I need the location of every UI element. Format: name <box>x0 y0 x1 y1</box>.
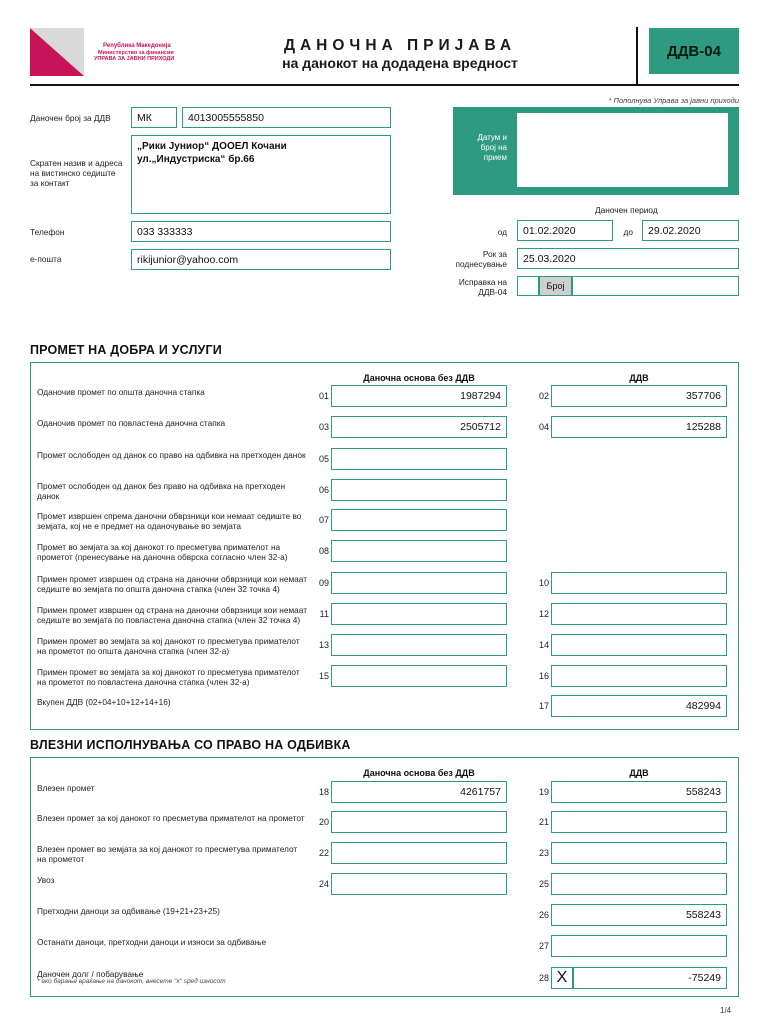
row-label: Оданочив промет по повластена даночна стапка <box>37 418 226 428</box>
period-to-field[interactable] <box>642 220 739 241</box>
tax-base-field[interactable] <box>331 385 507 407</box>
field-number: 27 <box>538 941 549 951</box>
row-label: Оданочив промет по општа даночна стапка <box>37 387 205 397</box>
tax-base-field[interactable] <box>331 842 507 864</box>
section-supplies-col-base: Даночна основа без ДДВ <box>363 373 475 383</box>
section-inputs-title: ВЛЕЗНИ ИСПОЛНУВАЊА СО ПРАВО НА ОДБИВКА <box>30 738 351 752</box>
vat-field[interactable] <box>573 967 727 989</box>
tax-base-field[interactable] <box>331 873 507 895</box>
vat-field[interactable] <box>551 634 727 656</box>
name-line-1: „Рики Јуниор“ ДООЕЛ Кочани <box>137 141 287 152</box>
field-number: 24 <box>318 879 329 889</box>
page-subtitle: на данокот на додадена вредност <box>282 55 518 71</box>
name-address-label: Скратен назив и адреса на вистинско седиште за контакт <box>30 158 123 188</box>
field-number: 02 <box>538 391 549 401</box>
vat-field[interactable] <box>551 811 727 833</box>
vat-field[interactable] <box>551 842 727 864</box>
row-label: Останати даноци, претходни даноци и износи за одбивање <box>37 937 267 947</box>
email-label: е-пошта <box>30 254 62 264</box>
tax-base-field[interactable] <box>331 665 507 687</box>
tax-base-field[interactable] <box>331 572 507 594</box>
row-label: Претходни даноци за одбивање (19+21+23+25) <box>37 906 220 916</box>
row-label: Промет во земјата за кој данокот го пресметува примателот на прометот (пренесување на даночна обврска согласно член 32-а) <box>37 542 288 562</box>
field-number: 06 <box>318 485 329 495</box>
correction-number-tag <box>539 276 572 296</box>
field-number: 28 <box>538 973 549 983</box>
section-supplies-title: ПРОМЕТ НА ДОБРА И УСЛУГИ <box>30 343 222 357</box>
field-number: 05 <box>318 454 329 464</box>
vat-field[interactable] <box>551 665 727 687</box>
field-number: 01 <box>318 391 329 401</box>
tax-base-field[interactable] <box>331 509 507 531</box>
section-inputs-col-base: Даночна основа без ДДВ <box>363 768 475 778</box>
vat-value: -75249 <box>688 972 721 984</box>
field-number: 17 <box>538 701 549 711</box>
row-label: Влезен промет за кој данокот го пресметува примателот на прометот <box>37 813 305 823</box>
receipt-label: Датум и број на прием <box>477 133 507 162</box>
org-line-2: Министерство за финансии <box>98 50 174 56</box>
vat-value: 558243 <box>685 909 721 921</box>
tax-id-label: Даночен број за ДДВ <box>30 113 111 123</box>
field-number: 11 <box>319 609 329 619</box>
phone-label: Телефон <box>30 227 65 237</box>
field-number: 22 <box>318 848 329 858</box>
page-title: ДАНОЧНА ПРИЈАВА <box>283 37 517 54</box>
field-number: 07 <box>318 515 329 525</box>
field-number: 18 <box>318 787 329 797</box>
phone-value: 033 333333 <box>137 225 193 238</box>
tax-base-field[interactable] <box>331 603 507 625</box>
row-label: Влезен промет <box>37 783 95 793</box>
name-line-2: ул.„Индустриска“ бр.66 <box>137 154 255 165</box>
field-number: 13 <box>318 640 329 650</box>
section-inputs-col-vat: ДДВ <box>629 768 649 778</box>
tax-period-label: Даночен период <box>595 205 658 215</box>
field-number: 16 <box>538 671 549 681</box>
tax-id-prefix: МК <box>137 111 152 124</box>
refund-mark: X <box>556 969 568 986</box>
name-address-field[interactable] <box>131 135 391 214</box>
refund-checkbox[interactable] <box>551 967 573 989</box>
field-number: 21 <box>538 817 549 827</box>
vat-value: 357706 <box>685 390 721 402</box>
period-from-value: 01.02.2020 <box>523 224 576 237</box>
row-label: Промет ослободен од данок без право на одбивка на претходен данок <box>37 481 286 501</box>
correction-checkbox[interactable] <box>517 276 539 296</box>
period-to-label: до <box>623 227 633 237</box>
field-number: 12 <box>538 609 549 619</box>
receipt-field[interactable] <box>517 113 728 187</box>
field-number: 15 <box>318 671 329 681</box>
official-use-note: * Пополнува Управа за јавни приходи <box>608 96 739 105</box>
org-line-3: УПРАВА ЗА ЈАВНИ ПРИХОДИ <box>94 56 175 62</box>
row-label: Даночен долг / побарување <box>37 969 144 979</box>
tax-base-field[interactable] <box>331 781 507 803</box>
form-code: ДДВ-04 <box>667 42 721 60</box>
form-code-badge <box>649 28 739 74</box>
tax-base-value: 2505712 <box>460 421 501 433</box>
correction-number-label: Број <box>546 281 565 291</box>
deadline-field[interactable] <box>517 248 739 269</box>
period-to-value: 29.02.2020 <box>648 224 701 237</box>
vat-value: 558243 <box>685 786 721 798</box>
correction-label: Исправка на ДДВ-04 <box>458 277 507 297</box>
deadline-label: Рок за поднесување <box>455 249 507 269</box>
field-number: 25 <box>538 879 549 889</box>
vat-value: 125288 <box>685 421 721 433</box>
tax-base-field[interactable] <box>331 811 507 833</box>
vat-field[interactable] <box>551 572 727 594</box>
field-number: 23 <box>538 848 549 858</box>
phone-field[interactable] <box>131 221 391 242</box>
row-label: Промет извршен спрема даночни обврзници кои немаат седиште во земјата, кој не е предмет на оданочување во земјата <box>37 511 302 531</box>
field-number: 19 <box>538 787 549 797</box>
header-rule <box>30 84 739 86</box>
period-from-field[interactable] <box>517 220 613 241</box>
tax-base-field[interactable] <box>331 634 507 656</box>
row-label: Промет ослободен од данок со право на одбивка на претходен данок <box>37 450 306 460</box>
deadline-value: 25.03.2020 <box>523 252 576 265</box>
tax-base-field[interactable] <box>331 448 507 470</box>
org-line-1: Република Македонија <box>103 43 171 49</box>
section-supplies-col-vat: ДДВ <box>629 373 649 383</box>
row-label: Влезен промет во земјата за кој данокот го пресметува примателот на прометот <box>37 844 298 864</box>
row-label: Вкупен ДДВ (02+04+10+12+14+16) <box>37 697 171 707</box>
vat-field[interactable] <box>551 385 727 407</box>
vat-field[interactable] <box>551 695 727 717</box>
vat-field[interactable] <box>551 416 727 438</box>
field-number: 26 <box>538 910 549 920</box>
field-number: 10 <box>538 578 549 588</box>
header-divider-vertical <box>636 27 638 85</box>
vat-field[interactable] <box>551 904 727 926</box>
correction-number-field[interactable] <box>572 276 739 296</box>
logo <box>30 28 84 76</box>
field-number: 03 <box>318 422 329 432</box>
row-label: Примен промет во земјата за кој данокот го пресметува примателот на прометот по општа даночна стапка (член 32-а) <box>37 636 300 656</box>
vat-field[interactable] <box>551 935 727 957</box>
email-value: rikijunior@yahoo.com <box>137 253 239 266</box>
vat-field[interactable] <box>551 873 727 895</box>
email-field[interactable] <box>131 249 391 270</box>
row-label: Примен промет извршен од страна на даночни обврзници кои немаат седиште во земјата по повластена даночна стапка (член 32 точка 4) <box>37 605 308 625</box>
field-number: 08 <box>318 546 329 556</box>
tax-id-number: 4013005555850 <box>188 111 264 124</box>
tax-base-field[interactable] <box>331 540 507 562</box>
row-label: Увоз <box>37 875 55 885</box>
vat-field[interactable] <box>551 603 727 625</box>
page-number: 1/4 <box>720 1006 732 1015</box>
tax-base-field[interactable] <box>331 416 507 438</box>
field-number: 14 <box>538 640 549 650</box>
tax-base-value: 4261757 <box>460 786 501 798</box>
vat-value: 482994 <box>685 700 721 712</box>
tax-base-field[interactable] <box>331 479 507 501</box>
field-number: 04 <box>538 422 549 432</box>
tax-base-value: 1987294 <box>460 390 501 402</box>
field-number: 09 <box>318 578 329 588</box>
vat-field[interactable] <box>551 781 727 803</box>
row-label: Примен промет во земјата за кој данокот го пресметува примателот на прометот по повластена даночна стапка (член 32-а) <box>37 667 300 687</box>
tax-id-prefix-field[interactable] <box>131 107 177 128</box>
period-from-label: од <box>497 227 507 237</box>
tax-id-number-field[interactable] <box>182 107 391 128</box>
refund-note: * ако барање враќање на данокот, внесете "x" ѕред износот <box>37 978 226 985</box>
row-label: Примен промет извршен од страна на даночни обврзници кои немаат седиште во земјата по општа даночна стапка (член 32 точка 4) <box>37 574 308 594</box>
field-number: 20 <box>318 817 329 827</box>
